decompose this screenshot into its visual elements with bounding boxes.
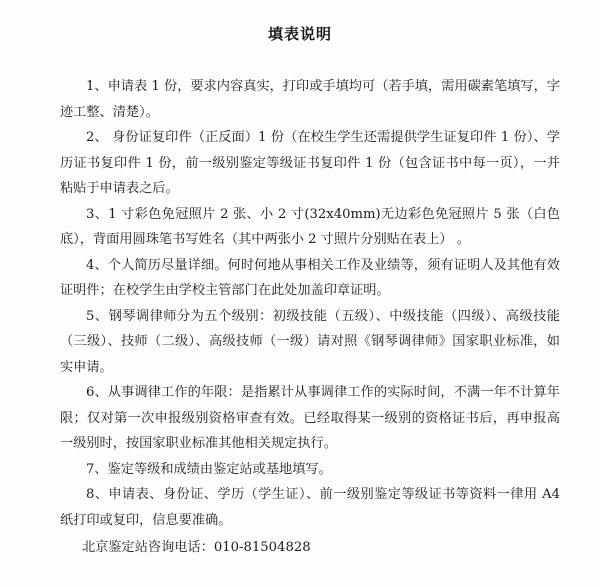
contact-phone: 北京鉴定站咨询电话：010-81504828 (82, 540, 311, 555)
instructions-body (60, 74, 560, 533)
instruction-item-5: 5、钢琴调律师分为五个级别：初级技能（五级）、中级技能（四级）、高级技能（三级）、技师（二级）、高级技师（一级）请对照《钢琴调律师》国家职业标准，如实申请。 (60, 308, 560, 375)
instruction-item-6: 6、从事调律工作的年限：是指累计从事调律工作的实际时间，不满一年不计算年限；仅对第一次申报级别资格审查有效。已经取得某一级别的资格证书后，再申报高一级别时，按国家职业标准其他相关规定执行。 (60, 385, 560, 451)
instruction-item-4: 4、个人简历尽量详细。何时何地从事相关工作及业绩等，须有证明人及其他有效证明件；在校学生由学校主管部门在此处加盖印章证明。 (60, 257, 560, 298)
instruction-item-3: 3、1 寸彩色免冠照片 2 张、小 2 寸(32x40mm)无边彩色免冠照片 5 张（白色底），背面用圆珠笔书写姓名（其中两张小 2 寸照片分别贴在表上） 。 (60, 206, 560, 247)
instruction-item-1: 1、申请表 1 份，要求内容真实，打印或手填均可（若手填，需用碳素笔填写，字迹工整、清楚）。 (60, 79, 560, 120)
document-title: 填表说明 (267, 25, 332, 43)
instruction-item-8: 8、申请表、身份证、学历（学生证）、前一级别鉴定等级证书等资料一律用 A4 纸打印或复印，信息要准确。 (60, 487, 560, 528)
instruction-item-2: 2、 身份证复印件（正反面）1 份（在校生学生还需提供学生证复印件 1 份）、学历证书复印件 1 份，前一级别鉴定等级证书复印件 1 份（包含证书中每一页），一并粘贴于申请表之后。 (60, 130, 560, 196)
instruction-item-7: 7、鉴定等级和成绩由鉴定站或基地填写。 (86, 461, 332, 477)
